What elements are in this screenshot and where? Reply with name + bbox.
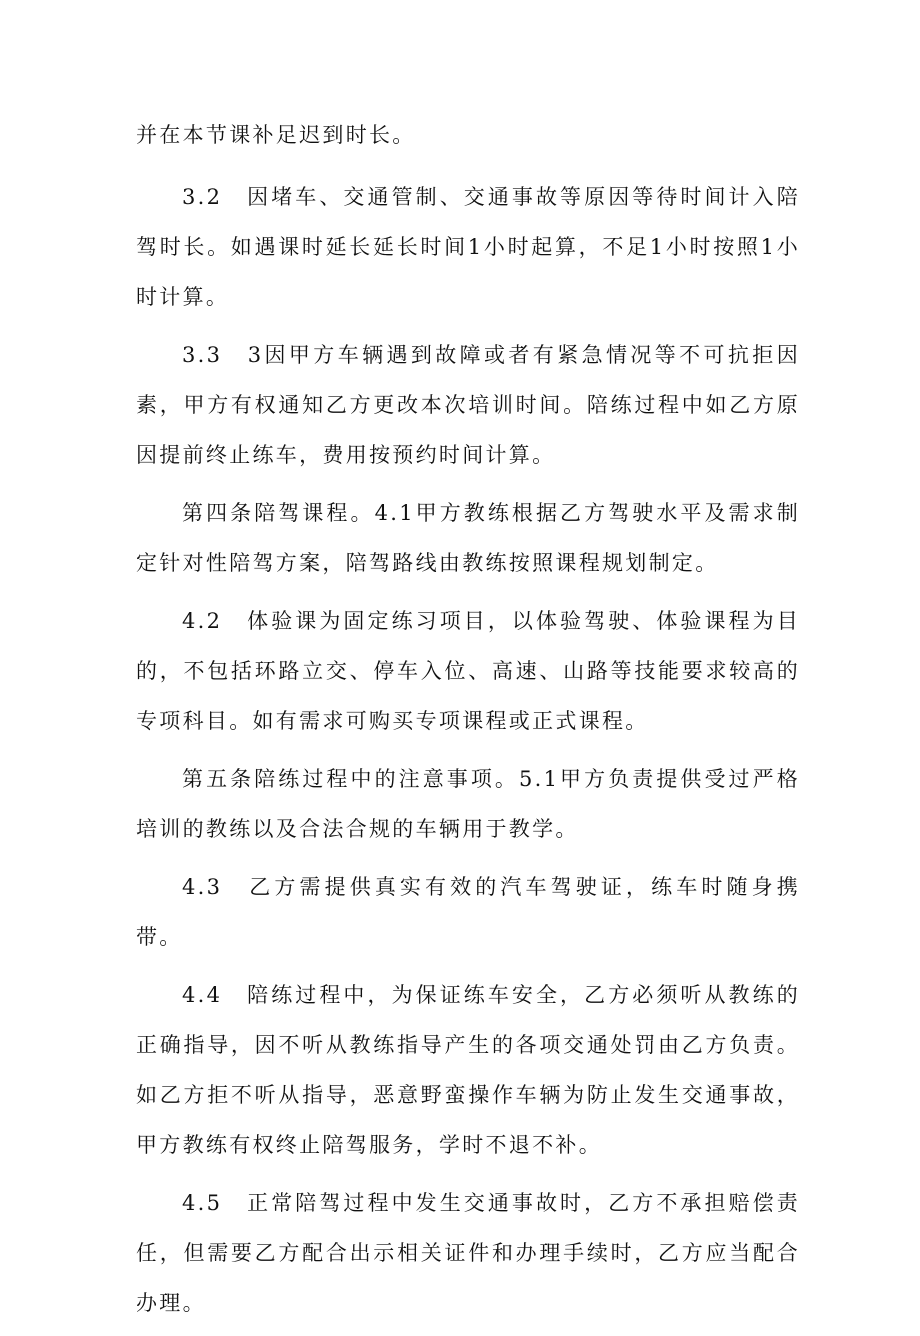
paragraph-4-3: 4.3 乙方需提供真实有效的汽车驾驶证，练车时随身携带。: [136, 875, 800, 949]
paragraph-article-5: 第五条陪练过程中的注意事项。5.1甲方负责提供受过严格培训的教练以及合法合规的车辆用于教学。: [136, 767, 800, 841]
paragraph-4-4: 4.4 陪练过程中，为保证练车安全，乙方必须听从教练的正确指导，因不听从教练指导产生的各项交通处罚由乙方负责。如乙方拒不听从指导，恶意野蛮操作车辆为防止发生交通事故，甲方教练有权终止陪驾服务，学时不退不补。: [136, 983, 800, 1157]
document-body: [136, 110, 800, 1336]
paragraph-3-2: 3.2 因堵车、交通管制、交通事故等原因等待时间计入陪驾时长。如遇课时延长延长时间1小时起算，不足1小时按照1小时计算。: [136, 185, 800, 309]
paragraph-4-2: 4.2 体验课为固定练习项目，以体验驾驶、体验课程为目的，不包括环路立交、停车入位、高速、山路等技能要求较高的专项科目。如有需求可购买专项课程或正式课程。: [136, 609, 800, 733]
paragraph-continuation: 并在本节课补足迟到时长。: [136, 123, 416, 147]
paragraph-article-4: 第四条陪驾课程。4.1甲方教练根据乙方驾驶水平及需求制定针对性陪驾方案，陪驾路线由教练按照课程规划制定。: [136, 501, 800, 575]
paragraph-3-3: 3.3 3因甲方车辆遇到故障或者有紧急情况等不可抗拒因素，甲方有权通知乙方更改本次培训时间。陪练过程中如乙方原因提前终止练车，费用按预约时间计算。: [136, 343, 800, 467]
paragraph-4-5: 4.5 正常陪驾过程中发生交通事故时，乙方不承担赔偿责任，但需要乙方配合出示相关证件和办理手续时，乙方应当配合办理。: [136, 1191, 800, 1315]
